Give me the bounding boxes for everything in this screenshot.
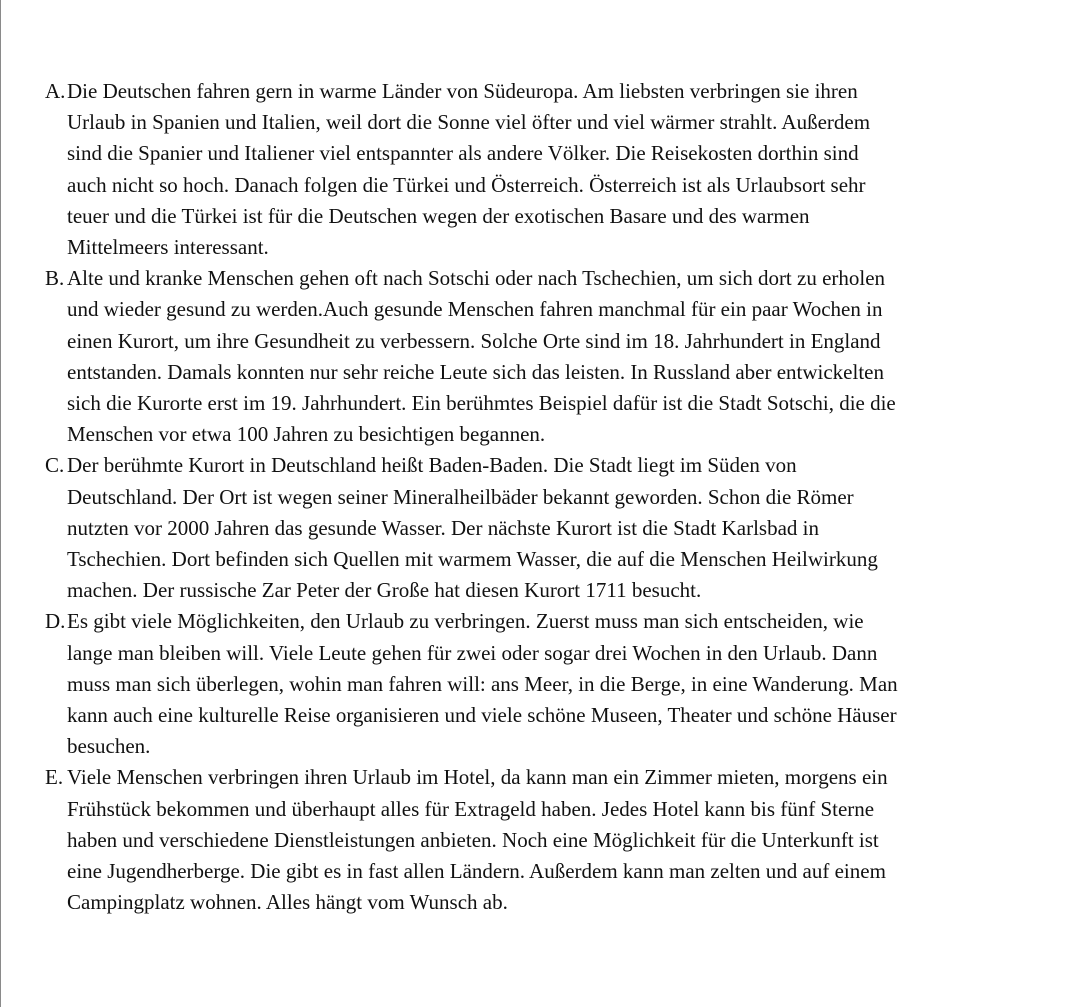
text-line: muss man sich überlegen, wohin man fahren will: ans Meer, in die Berge, in eine Wanderung. Man <box>67 671 898 696</box>
document-text <box>45 76 1055 918</box>
text-line: lange man bleiben will. Viele Leute gehen für zwei oder sogar drei Wochen in den Urlaub. Dann <box>67 640 878 665</box>
paragraph-c <box>45 450 1055 606</box>
text-line: machen. Der russische Zar Peter der Große hat diesen Kurort 1711 besucht. <box>67 578 702 603</box>
paragraph-b <box>45 263 1055 450</box>
paragraph-letter: C. <box>45 453 65 478</box>
paragraph-letter: B. <box>45 266 65 291</box>
text-line: Es gibt viele Möglichkeiten, den Urlaub zu verbringen. Zuerst muss man sich entscheiden, wie <box>67 609 864 634</box>
text-line: und wieder gesund zu werden.Auch gesunde Menschen fahren manchmal für ein paar Wochen in <box>67 297 883 322</box>
text-line: Campingplatz wohnen. Alles hängt vom Wunsch ab. <box>67 890 508 915</box>
text-line: Frühstück bekommen und überhaupt alles für Extrageld haben. Jedes Hotel kann bis fünf Sterne <box>67 796 875 821</box>
text-line: Tschechien. Dort befinden sich Quellen mit warmem Wasser, die auf die Menschen Heilwirkung <box>67 547 878 572</box>
text-line: eine Jugendherberge. Die gibt es in fast allen Ländern. Außerdem kann man zelten und auf einem <box>67 859 886 884</box>
paragraph-letter: A. <box>45 79 66 103</box>
text-line: Urlaub in Spanien und Italien, weil dort die Sonne viel öfter und viel wärmer strahlt. Außerdem <box>67 110 871 135</box>
paragraph-body <box>67 450 1055 606</box>
paragraph-e <box>45 762 1055 918</box>
text-line: Menschen vor etwa 100 Jahren zu besichtigen begannen. <box>67 422 546 447</box>
text-line: sind die Spanier und Italiener viel entspannter als andere Völker. Die Reisekosten dorthin sind <box>67 141 859 166</box>
text-line: sich die Kurorte erst im 19. Jahrhundert. Ein berühmtes Beispiel dafür ist die Stadt Sotschi, die die <box>67 391 896 416</box>
text-line: einen Kurort, um ihre Gesundheit zu verbessern. Solche Orte sind im 18. Jahrhundert in England <box>67 328 881 353</box>
paragraph-letter: D. <box>45 609 66 634</box>
paragraph-a <box>45 76 1055 263</box>
paragraph-body <box>67 263 1055 450</box>
text-line: Mittelmeers interessant. <box>67 235 269 260</box>
text-line: Alte und kranke Menschen gehen oft nach Sotschi oder nach Tschechien, um sich dort zu erholen <box>67 266 886 291</box>
text-line: kann auch eine kulturelle Reise organisieren und viele schöne Museen, Theater und schöne Häuser <box>67 703 897 728</box>
paragraph-body <box>67 76 1055 263</box>
text-line: Die Deutschen fahren gern in warme Länder von Südeuropa. Am liebsten verbringen sie ihren <box>67 79 858 103</box>
text-line: haben und verschiedene Dienstleistungen anbieten. Noch eine Möglichkeit für die Unterkunft ist <box>67 827 879 852</box>
text-line: besuchen. <box>67 734 151 759</box>
text-line: nutzten vor 2000 Jahren das gesunde Wasser. Der nächste Kurort ist die Stadt Karlsbad in <box>67 515 819 540</box>
paragraph-body <box>67 762 1055 918</box>
paragraph-letter: E. <box>45 765 64 790</box>
paragraph-body <box>67 606 1055 762</box>
text-line: Deutschland. Der Ort ist wegen seiner Mineralheilbäder bekannt geworden. Schon die Römer <box>67 484 854 509</box>
text-line: teuer und die Türkei ist für die Deutschen wegen der exotischen Basare und des warmen <box>67 203 810 228</box>
paragraph-d <box>45 606 1055 762</box>
text-line: Viele Menschen verbringen ihren Urlaub im Hotel, da kann man ein Zimmer mieten, morgens ein <box>67 765 888 790</box>
text-line: Der berühmte Kurort in Deutschland heißt Baden-Baden. Die Stadt liegt im Süden von <box>67 453 797 478</box>
text-line: auch nicht so hoch. Danach folgen die Türkei und Österreich. Österreich ist als Urlaubsort sehr <box>67 172 866 197</box>
text-line: entstanden. Damals konnten nur sehr reiche Leute sich das leisten. In Russland aber entwickelten <box>67 359 884 384</box>
